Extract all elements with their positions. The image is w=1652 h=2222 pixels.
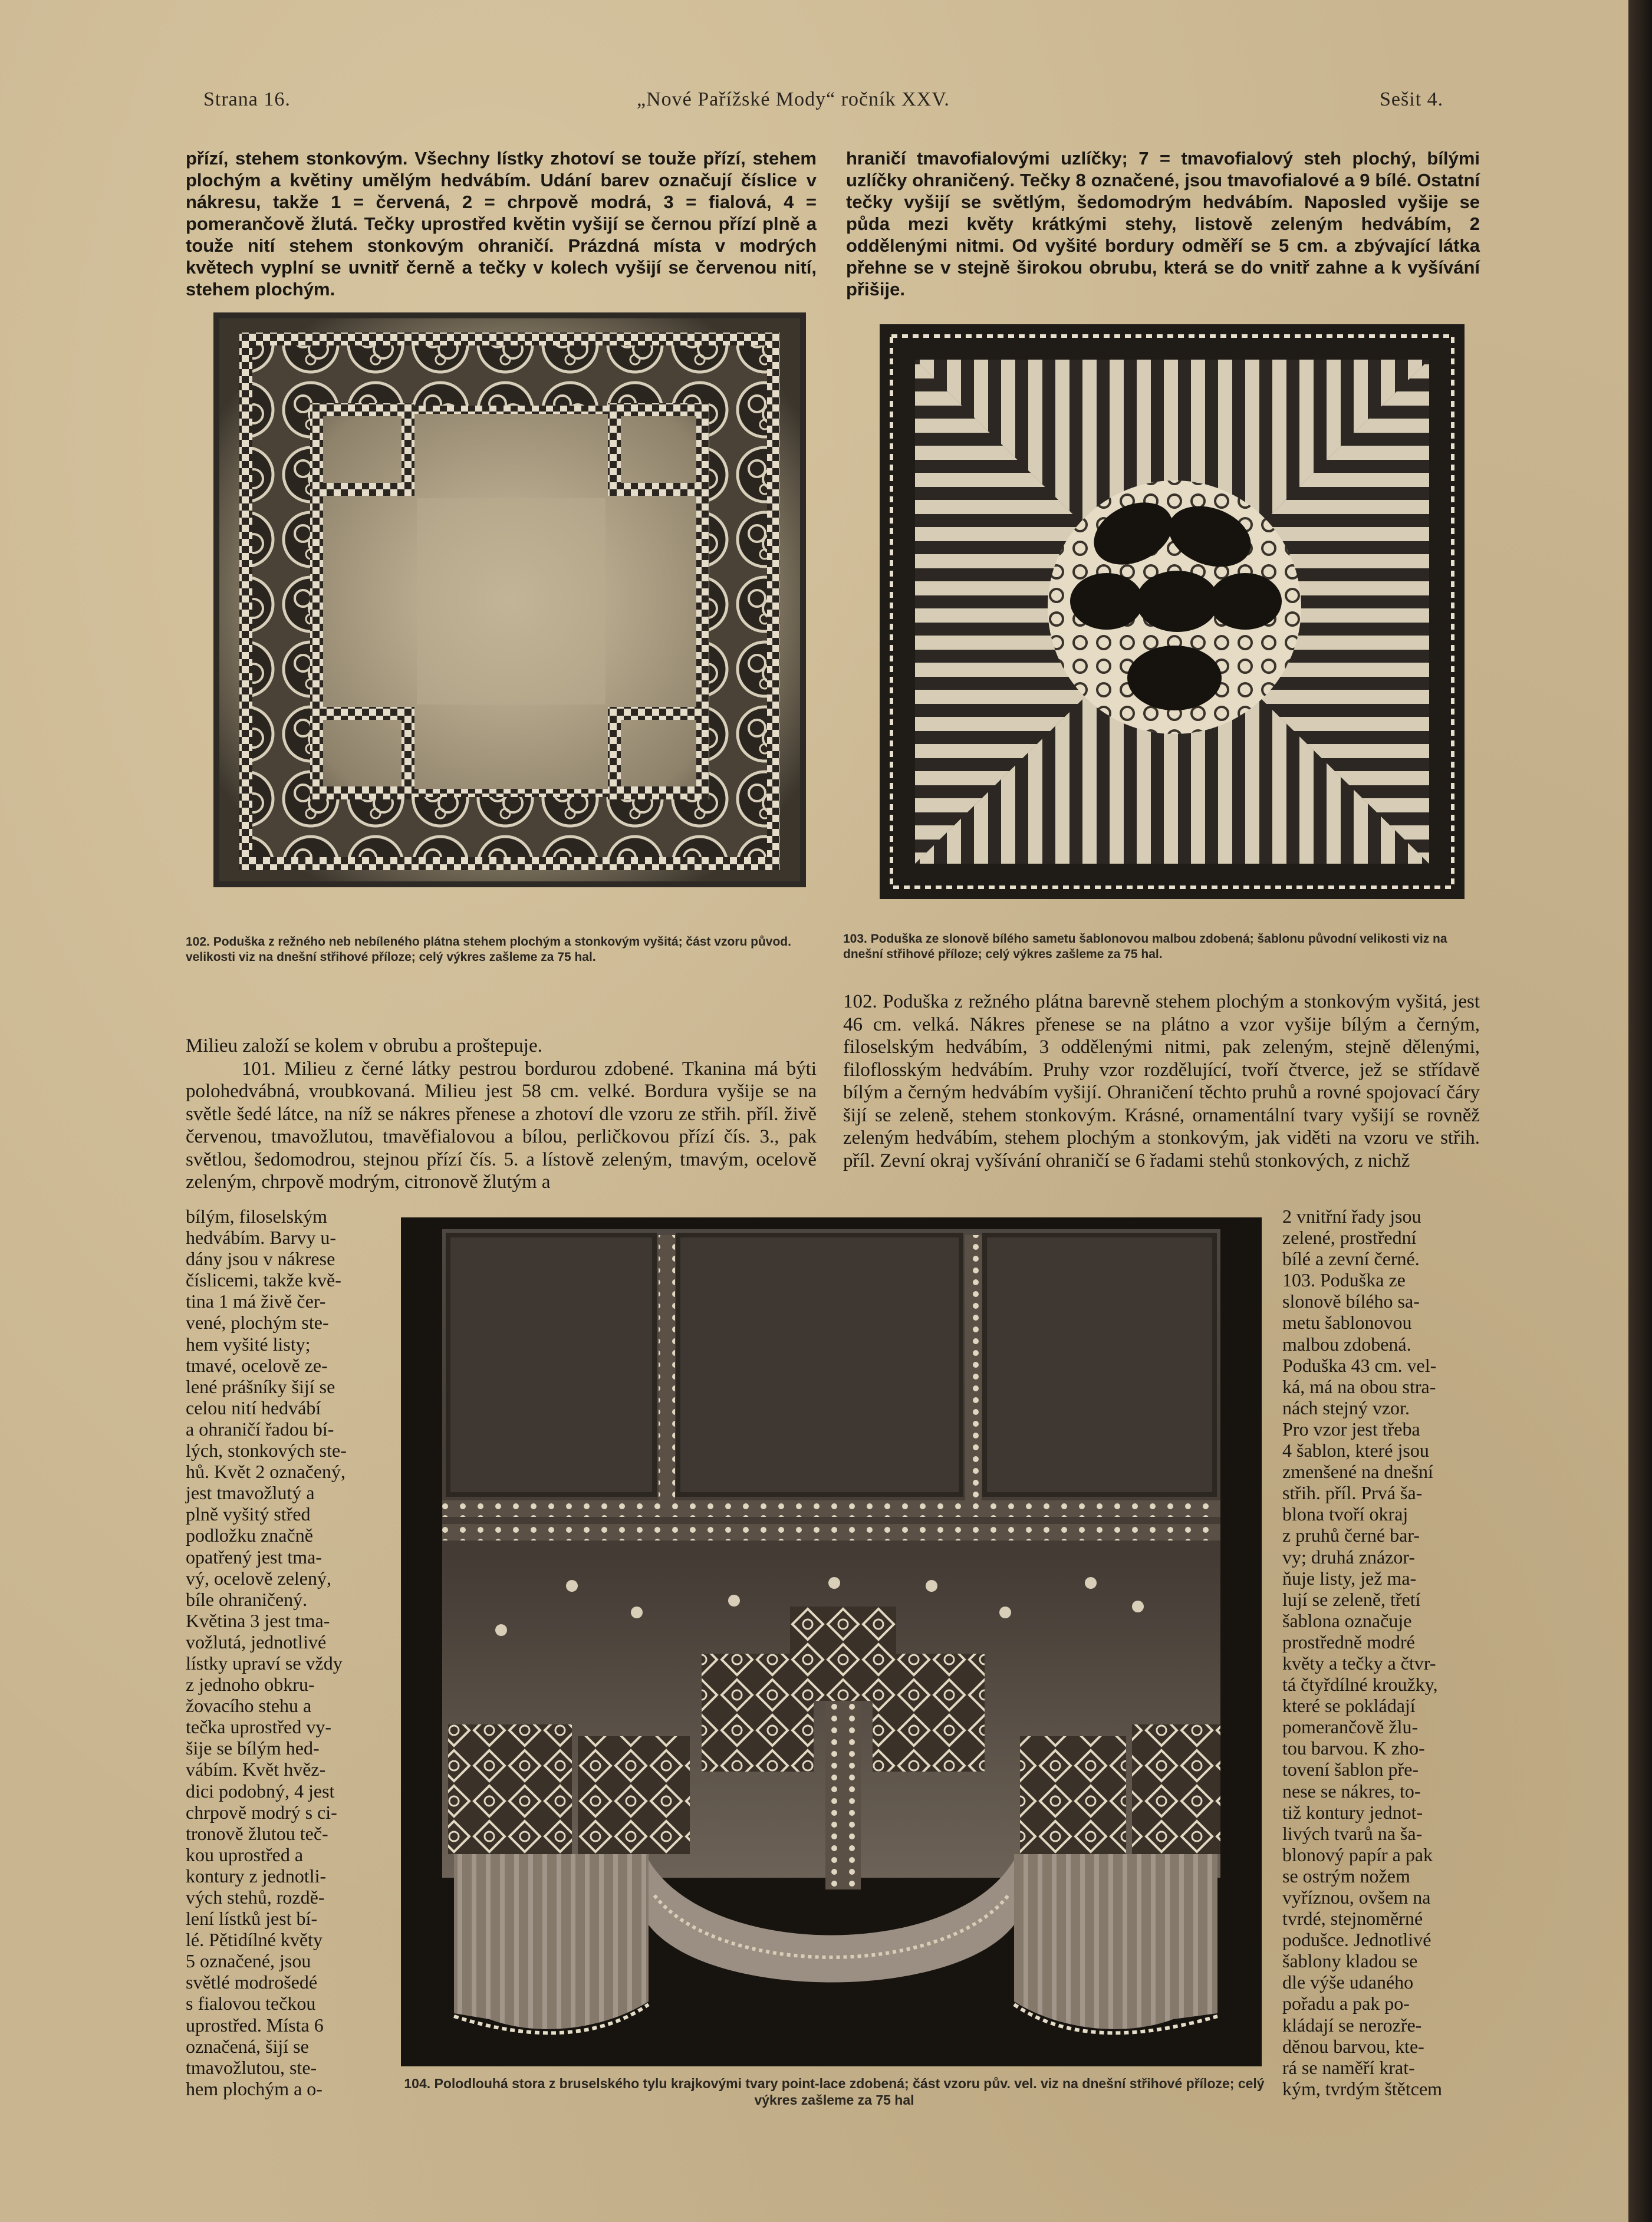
left-narrow-line: vožlutá, jednotlivé <box>186 1631 327 1652</box>
left-narrow-line: opatřený jest tma- <box>186 1546 322 1568</box>
left-narrow-line: kou uprostřed a <box>186 1844 304 1865</box>
left-narrow-line: světlé modrošedé <box>186 1971 318 1993</box>
left-narrow-line: vábím. Květ hvěz- <box>186 1759 326 1780</box>
left-narrow-line: tmavé, ocelově ze- <box>186 1354 328 1376</box>
right-narrow-line: Pro vzor jest třeba <box>1282 1418 1420 1440</box>
left-narrow-line: žovacího stehu a <box>186 1695 312 1717</box>
left-narrow-line: jest tmavožlutý a <box>186 1482 315 1504</box>
left-narrow-line: hem vyšité listy; <box>186 1333 311 1355</box>
right-narrow-line: tiž kontury jednot- <box>1282 1801 1423 1823</box>
page-number: Strana 16. <box>203 88 291 110</box>
left-narrow-line: lené prášníky šijí se <box>186 1375 335 1397</box>
right-narrow-line: šablony kladou se <box>1282 1950 1418 1972</box>
right-narrow-line: prostředně modré <box>1282 1631 1415 1652</box>
paragraph-102: 102. Poduška z režného plátna barevně stehem plochým a stonkovým vyšitá, jest 46 cm. velká. Nákres přenese se na plátno a vzor vyšije bílým a černým, filoselským hedvábím, 3 oddělenými nitmi, pak zeleným, stejně dělenými, filoflosským hedvábím. Pruhy vzor rozdělující, tvoří čtverce, jež se střídavě bílým a černým hedvábím vyšijí. Ohraničení těchto pruhů a rovné spojovací čáry šijí se zeleně, stehem stonkovým. Krásné, ornamentální tvary vyšijí se rovněž zeleným hedvábím, stehem plochým a stonkovým, jak viděti na vzoru ve střih. příl. Zevní okraj vyšívání ohraničí se 6 řadami stehů stonkových, z nichž <box>843 991 1480 1171</box>
left-narrow-line: tina 1 má živě čer- <box>186 1291 326 1312</box>
right-narrow-line: tvrdé, stejnoměrné <box>1282 1908 1423 1930</box>
top-left-text-column <box>186 147 817 300</box>
right-narrow-line: rá se naměří krat- <box>1282 2056 1415 2078</box>
right-narrow-column <box>1282 1206 1483 2099</box>
figure-102-cushion-photo <box>213 312 806 887</box>
left-narrow-column <box>186 1206 383 2099</box>
right-narrow-line: z pruhů černé bar- <box>1282 1525 1420 1546</box>
right-narrow-line: které se pokládají <box>1282 1695 1416 1717</box>
figure-103-cushion-photo <box>880 324 1465 899</box>
right-narrow-line: lují se zeleně, třetí <box>1282 1588 1421 1610</box>
right-narrow-line: malbou zdobená. <box>1282 1333 1411 1355</box>
right-narrow-line: vyříznou, ovšem na <box>1282 1887 1431 1908</box>
left-narrow-line: hem plochým a o- <box>186 2078 322 2099</box>
left-narrow-line: kontury z jednotli- <box>186 1865 327 1887</box>
caption-figure-104: 104. Polodlouhá stora z bruselského tylu krajkovými tvary point-lace zdobená; část vzoru pův. vel. viz na dnešní střihové příloze; celý výkres zašleme za 75 hal <box>404 2076 1265 2108</box>
right-narrow-line: kým, tvrdým štětcem <box>1282 2078 1443 2099</box>
right-narrow-line: bílé a zevní černé. <box>1282 1248 1420 1270</box>
right-body-text <box>843 990 1480 1172</box>
right-narrow-line: pomerančově žlu- <box>1282 1716 1419 1738</box>
left-narrow-line: uprostřed. Místa 6 <box>186 2014 324 2036</box>
left-narrow-line: chrpově modrý s ci- <box>186 1801 337 1823</box>
right-narrow-line: ňuje listy, jež ma- <box>1282 1567 1417 1589</box>
caption-figure-103: 103. Poduška ze slonově bílého sametu šablonovou malbou zdobená; šablonu původní velikosti viz na dnešní střihové příloze; celý výkres zašleme za 75 hal. <box>843 932 1447 961</box>
right-narrow-line: děnou barvou, kte- <box>1282 2035 1424 2057</box>
issue-number: Sešit 4. <box>1380 88 1444 110</box>
right-narrow-line: dle výše udaného <box>1282 1971 1414 1993</box>
right-narrow-line: 103. Poduška ze <box>1282 1269 1406 1291</box>
caption-figure-102: 102. Poduška z režného neb nebíleného plátna stehem plochým a stonkovým vyšitá; část vzoru původ. velikosti viz na dnešní střihové příloze; celý výkres zašleme za 75 hal. <box>186 935 791 964</box>
figure-104-curtain-photo <box>401 1217 1262 2066</box>
left-narrow-line: celou nití hedvábí <box>186 1397 321 1418</box>
stencil-cushion-image <box>880 324 1465 899</box>
left-narrow-line: tečka uprostřed vy- <box>186 1716 332 1738</box>
left-narrow-line: bílým, filoselským <box>186 1206 327 1227</box>
right-narrow-line: ká, má na obou stra- <box>1282 1375 1436 1397</box>
left-narrow-line: Květina 3 jest tma- <box>186 1609 330 1631</box>
left-narrow-line: lé. Pětidílné květy <box>186 1929 322 1951</box>
right-narrow-line: střih. příl. Prvá ša- <box>1282 1482 1423 1504</box>
top-right-text-column <box>846 147 1480 300</box>
left-narrow-line: šije se bílým hed- <box>186 1737 320 1759</box>
left-narrow-line: hedvábím. Barvy u- <box>186 1227 337 1249</box>
right-narrow-line: kládají se nerozře- <box>1282 2014 1422 2036</box>
right-narrow-line: Poduška 43 cm. vel- <box>1282 1354 1437 1376</box>
right-narrow-line: blona tvoří okraj <box>1282 1503 1409 1525</box>
right-narrow-line: vy; druhá znázor- <box>1282 1546 1416 1568</box>
right-narrow-line: šablona označuje <box>1282 1609 1412 1631</box>
right-narrow-line: tou barvou. K zho- <box>1282 1737 1425 1759</box>
left-body-text <box>186 1035 817 1194</box>
left-narrow-line: vené, plochým ste- <box>186 1312 329 1334</box>
left-narrow-line: lých, stonkových ste- <box>186 1440 347 1461</box>
right-narrow-line: 2 vnitřní řady jsou <box>1282 1206 1421 1227</box>
embroidered-cushion-image <box>213 312 806 887</box>
paragraph-101: 101. Milieu z černé látky pestrou bordurou zdobené. Tkanina má býti polohedvábná, vroubkovaná. Milieu jest 58 cm. velké. Bordura vyšije se na světle šedé látce, na níž se nákres přenese a zhotoví dle vzoru ze střih. příl. živě červenou, tmavožlutou, tmavěfialovou a bílou, perličkovou přízí čís. 3., pak světlou, šedomodrou, stejnou přízí čís. 5. a lístově zeleným, tmavým, ocelově zeleným, chrpově modrým, citronově žlutým a <box>186 1058 817 1193</box>
right-narrow-line: tá čtyřdílné kroužky, <box>1282 1674 1438 1696</box>
left-narrow-line: tmavožlutou, ste- <box>186 2056 317 2078</box>
left-narrow-line: dici podobný, 4 jest <box>186 1780 335 1802</box>
right-narrow-line: 4 šablon, které jsou <box>1282 1440 1429 1461</box>
left-narrow-line: bíle ohraničený. <box>186 1588 308 1610</box>
left-narrow-line: tronově žlutou teč- <box>186 1822 328 1844</box>
left-narrow-line: vých stehů, rozdě- <box>186 1887 325 1908</box>
right-narrow-line: slonově bílého sa- <box>1282 1291 1420 1312</box>
right-narrow-line: se ostrým nožem <box>1282 1865 1410 1887</box>
right-narrow-line: tovení šablon pře- <box>1282 1759 1419 1780</box>
left-narrow-line: lení lístků jest bí- <box>186 1908 318 1930</box>
left-narrow-line: plně vyšitý střed <box>186 1503 311 1525</box>
lace-curtain-image <box>401 1217 1262 2066</box>
left-narrow-line: dány jsou v nákrese <box>186 1248 335 1270</box>
right-narrow-line: podušce. Jednotlivé <box>1282 1929 1431 1951</box>
left-narrow-line: 5 označené, jsou <box>186 1950 311 1972</box>
top-left-paragraph: přízí, stehem stonkovým. Všechny lístky zhotoví se touže přízí, stehem plochým a květiny umělým hedvábím. Udání barev označují číslice v nákresu, takže 1 = červená, 2 = chrpově modrá, 3 = fialová, 4 = pomerančově žlutá. Tečky uprostřed květin vyšijí se černou přízí plně a touže nití stehem stonkovým ohraničí. Prázdná místa v modrých květech vyplní se uvnitř černě a tečky v kolech vyšijí se červenou nití, stehem plochým. <box>186 148 817 299</box>
left-narrow-line: lístky upraví se vždy <box>186 1652 343 1674</box>
top-right-paragraph: hraničí tmavofialovými uzlíčky; 7 = tmavofialový steh plochý, bílými uzlíčky ohraničený. Tečky 8 označené, jsou tmavofialové a 9 bílé. Ostatní tečky vyšijí se světlým, šedomodrým hedvábím. Naposled vyšije se půda mezi květy krátkými stehy, listově zeleným hedvábím, 2 oddělenými nitmi. Od vyšité bordury odměří se 5 cm. a zbývající látka přehne se v stejně širokou obrubu, která se do vnitř zahne a k vyšívání přišije. <box>846 148 1480 299</box>
left-narrow-line: hů. Květ 2 označený, <box>186 1461 346 1483</box>
left-narrow-line: a ohraničí řadou bí- <box>186 1418 334 1440</box>
page-edge-shadow <box>1628 0 1652 2222</box>
left-narrow-line: podložku značně <box>186 1525 313 1546</box>
right-narrow-line: nese se nákres, to- <box>1282 1780 1421 1802</box>
right-narrow-line: květy a tečky a čtvr- <box>1282 1652 1436 1674</box>
milieu-intro: Milieu založí se kolem v obrubu a proštepuje. <box>186 1035 542 1056</box>
left-narrow-line: označená, šijí se <box>186 2035 309 2057</box>
left-narrow-line: vý, ocelově zelený, <box>186 1567 331 1589</box>
left-narrow-line: s fialovou tečkou <box>186 1993 316 2014</box>
right-narrow-line: blonový papír a pak <box>1282 1844 1433 1865</box>
right-narrow-line: zelené, prostřední <box>1282 1227 1417 1249</box>
right-narrow-line: metu šablonovou <box>1282 1312 1412 1334</box>
right-narrow-line: pořadu a pak po- <box>1282 1993 1410 2014</box>
right-narrow-line: nách stejný vzor. <box>1282 1397 1410 1418</box>
magazine-title: „Nové Pařížské Mody“ ročník XXV. <box>637 88 950 110</box>
left-narrow-line: číslicemi, takže kvě- <box>186 1269 341 1291</box>
left-narrow-line: z jednoho obkru- <box>186 1674 315 1696</box>
right-narrow-line: zmenšené na dnešní <box>1282 1461 1433 1483</box>
right-narrow-line: livých tvarů na ša- <box>1282 1822 1423 1844</box>
